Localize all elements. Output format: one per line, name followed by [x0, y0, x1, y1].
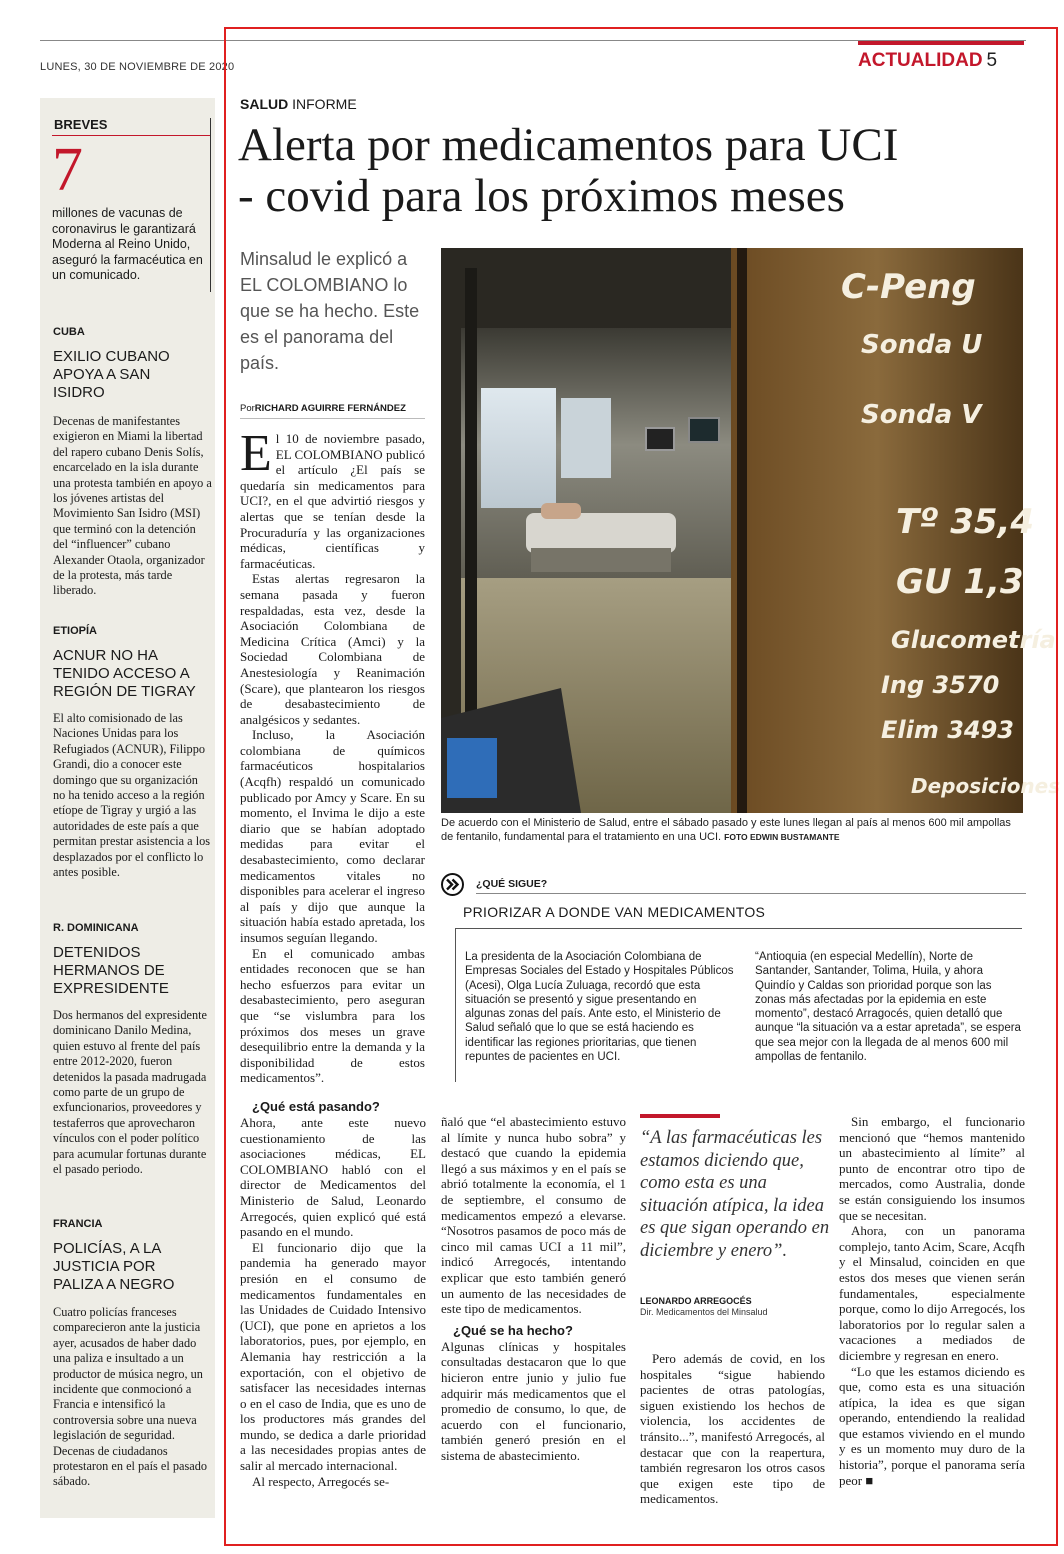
- article-paragraph: ñaló que “el abastecimiento estuvo al límite y nunca hubo sobra” y destacó que cuando la epidemia llegó a sus máximos y en el país se abrió totalmente la economía, el 1 de septiembre, el consumo de medicamentos empezó a elevarse. “Nosotros pasamos de poco más de cinco mil camas UCI a 11 mil”, indicó Arregocés, intentando explicar que esto también generó un aumento de las necesidades de este tipo de medicamentos.: [441, 1114, 626, 1317]
- breves-big-number: 7: [52, 136, 83, 204]
- article-paragraph: Ahora, ante este nuevo cuestionamiento de las asociaciones médicas, EL COLOMBIANO habló con el director de Medicamentos del Ministerio de Salud, Leonardo Arregocés, quien explicó qué está pasando en el mundo.: [240, 1115, 426, 1240]
- brief-headline: POLICÍAS, A LA JUSTICIA POR PALIZA A NEGRO: [53, 1240, 175, 1293]
- que-sigue-kicker: ¿QUÉ SIGUE?: [476, 878, 548, 890]
- kicker-type: INFORME: [292, 96, 357, 112]
- brief-headline: EXILIO CUBANO APOYA A SAN ISIDRO: [53, 348, 170, 401]
- article-paragraph: Pero además de covid, en los hospitales “sigue habiendo pacientes de otras patologías, siguen existiendo los hechos de violencia, los accidentes de tránsito...”, manifestó Arregocés, al destacar que con la reapertura, también regresaron los otros casos que exigen este tipo de medicamentos.: [640, 1351, 825, 1507]
- paragraph-text: l 10 de noviembre pasado, EL COLOMBIANO publicó el artículo ¿El país se quedaría sin medicamentos para UCI?, en el que advirtió riesgos y alertas que se tenían desde la Procuraduría y las organizaciones médicas, científicas y farmacéuticas.: [240, 431, 425, 571]
- section-name: ACTUALIDAD: [858, 50, 983, 71]
- brief-body: El alto comisionado de las Naciones Unidas para los Refugiados (ACNUR), Filippo Grandi, dio a conocer este domingo que su organización no ha tenido acceso a la región etíope de Tigray y urgió a las autoridades de este país a que permitan prestar asistencia a los desplazados por el conflicto lo antes posible.: [53, 711, 211, 880]
- glass-writing: Elim 3493: [881, 716, 1015, 744]
- glass-writing: Sonda V: [861, 400, 982, 430]
- brief-country: R. DOMINICANA: [53, 922, 139, 934]
- article-paragraph: Ahora, con un panorama complejo, tanto Acim, Scare, Acqfh y el Minsalud, coinciden en que estos dos meses que vienen serán fundamentales, especialmente porque, como lo dijo Arregocés, los laboratorios por lo regular salen a vacaciones a mediados de diciembre y regresan en enero.: [839, 1223, 1025, 1363]
- brief-body: Cuatro policías franceses comparecieron ante la justicia ayer, acusados de haber dado una paliza e insultado a un productor de música negro, un incidente que conmocionó a Francia e intensificó la controversia sobre una nueva legislación de seguridad. Decenas de ciudadanos protestaron en el país el pasado sábado.: [53, 1305, 207, 1489]
- article-paragraph: En el comunicado ambas entidades reconocen que se han hecho esfuerzos para evitar un desabastecimiento, pero aseguran que “se vislumbra para los próximos dos meses un grave desequilibrio entre la demanda y la disponibilidad de estos medicamentos”.: [240, 945, 425, 1086]
- glass-writing: GU 1,3: [896, 562, 1024, 602]
- glass-writing: Ing 3570: [881, 671, 1000, 699]
- drop-cap: E: [240, 425, 272, 482]
- article-paragraph: Incluso, la Asociación colombiana de químicos farmacéuticos hospitalarios (Acqfh) respaldó un comunicado publicado por Amcy y Scare. En su momento, el Invima le dijo a este diario que se habían adoptado medidas para evitar el desabastecimiento, como declarar medicamentos vitales no disponibles para acelerar el ingreso al país y dijo que aunque la situación había estado apretada, los insumos seguían llegando.: [240, 727, 425, 945]
- article-paragraph: Algunas clínicas y hospitales consultadas destacaron que lo que hicieron entre junio y julio fue adquirir más medicamentos que el promedio de consumo, lo que, de acuerdo con el funcionario, también generó presión en el sistema de abastecimiento.: [441, 1338, 626, 1463]
- page-number: 5: [986, 50, 998, 71]
- quote-author: LEONARDO ARREGOCÉS: [640, 1296, 752, 1306]
- byline-author: RICHARD AGUIRRE FERNÁNDEZ: [254, 403, 406, 414]
- glass-writing: Tº 35,4: [896, 502, 1035, 542]
- article-deck: Minsalud le explicó a EL COLOMBIANO lo que se ha hecho. Este es el panorama del país.: [240, 249, 420, 373]
- brief-headline: ACNUR NO HA TENIDO ACCESO A REGIÓN DE TIGRAY: [53, 647, 196, 700]
- highlight-frame: [224, 27, 1061, 1546]
- que-sigue-column-1: La presidenta de la Asociación Colombiana de Empresas Sociales del Estado y Hospitales Públicos (Acesi), Olga Lucía Zuluaga, recordó que esta situación se presentó y sigue presentando en algunas zonas del país. Ante esto, el Ministerio de Salud señaló que lo que se está haciendo es identificar las regiones prioritarias, que tienen repuntes de pacientes en UCI.: [465, 951, 734, 1064]
- article-paragraph: El funcionario dijo que la pandemia ha generado mayor presión en el consumo de medicamentos fundamentales en las Unidades de Cuidado Intensivo (UCI), que pone en aprietos a los laboratorios, pues, por ejemplo, en Alemania hay restricción a la exportación, con el objetivo de satisfacer las necesidades internas o en el caso de India, que es uno de los productores más grandes del mundo, se dedica a darle prioridad a las necesidades propias antes de salir al mercado internacional.: [240, 1239, 426, 1474]
- photo-credit: FOTO EDWIN BUSTAMANTE: [724, 832, 840, 842]
- que-sigue-title: PRIORIZAR A DONDE VAN MEDICAMENTOS: [463, 904, 766, 920]
- subheading: ¿Qué se ha hecho?: [453, 1322, 573, 1338]
- glass-writing: C-Peng: [841, 267, 976, 307]
- breves-divider: [210, 118, 211, 292]
- brief-country: ETIOPÍA: [53, 625, 98, 637]
- breves-title: BREVES: [54, 117, 108, 132]
- pull-quote: “A las farmacéuticas les estamos diciendo que, como esta es una situación atípica, la idea es que sigan operando en diciembre y enero”.: [640, 1128, 830, 1261]
- quote-author-role: Dir. Medicamentos del Minsalud: [640, 1307, 768, 1317]
- brief-headline: DETENIDOS HERMANOS DE EXPRESIDENTE: [53, 944, 169, 997]
- issue-date: LUNES, 30 DE NOVIEMBRE DE 2020: [40, 61, 235, 73]
- brief-body: Dos hermanos del expresidente dominicano Danilo Medina, quien estuvo al frente del país entre 2012-2020, fueron detenidos la pasada madrugada como parte de un grupo de exfuncionarios, proveedores y testaferros que aprovecharon vínculos con el poder político para acumular fortunas durante el pasado periodo.: [53, 1008, 208, 1177]
- glass-writing: Sonda U: [861, 330, 983, 360]
- que-sigue-column-2: “Antioquia (en especial Medellín), Norte de Santander, Santander, Tolima, Huila, y ahora Quindío y Caldas son prioridad porque son las zonas más afectadas por la epidemia en este momento”, destacó Arragocés, quien detalló que aunque “la situación va a estar apretada”, se espera que sea mejor con la llegada de al menos 600 mil ampollas de fentanilo.: [755, 951, 1021, 1064]
- glass-writing: Glucometría: [891, 626, 1056, 654]
- brief-country: CUBA: [53, 326, 85, 338]
- glass-writing: Deposiciones: [911, 774, 1061, 798]
- article-paragraph: Estas alertas regresaron la semana pasada y fueron respaldadas, esta vez, desde la Asociación Colombiana de Medicina Crítica (Amci) y la Sociedad Colombiana de Anestesiología y Reanimación (Scare), que plantearon los riesgos de desabastecimiento de analgésicos y sedantes.: [240, 571, 425, 727]
- headline-line-1: Alerta por medicamentos para UCI: [238, 119, 899, 171]
- caption-text: De acuerdo con el Ministerio de Salud, entre el sábado pasado y este lunes llegan al país al menos 600 mil ampollas de fentanilo, fundamental para el tratamiento en una UCI.: [441, 817, 1011, 843]
- headline-line-2: - covid para los próximos meses: [238, 170, 845, 222]
- brief-country: FRANCIA: [53, 1218, 103, 1230]
- breves-number-text: millones de vacunas de coronavirus le garantizará Moderna al Reino Unido, aseguró la farmacéutica en un comunicado.: [52, 206, 203, 282]
- article-paragraph: Al respecto, Arregocés se-: [252, 1473, 390, 1489]
- article-paragraph: Sin embargo, el funcionario mencionó que “hemos mantenido un abastecimiento al límite” al punto de encontrar otro tipo de mercados, como Australia, donde se están consiguiendo los insumos que se necesitan.: [839, 1114, 1025, 1223]
- byline-prefix: Por: [240, 403, 255, 414]
- subheading: ¿Qué está pasando?: [252, 1099, 380, 1114]
- kicker-topic: SALUD: [240, 96, 289, 112]
- brief-body: Decenas de manifestantes exigieron en Miami la libertad del rapero cubano Denis Solís, encarcelado en la isla durante una protesta también en apoyo a los jóvenes artistas del Movimiento San Isidro (MSI) que terminó con la detención del “influencer” cubano Alexander Otaola, organizador de la protesta, más tarde liberado.: [53, 414, 212, 598]
- article-paragraph: “Lo que les estamos diciendo es que, como esta es una situación atípica, la idea es que sigan operando, entendiendo la realidad que estamos viviendo en el mundo y es un momento muy duro de la historia”, porque el panorama sería peor ■: [839, 1363, 1025, 1488]
